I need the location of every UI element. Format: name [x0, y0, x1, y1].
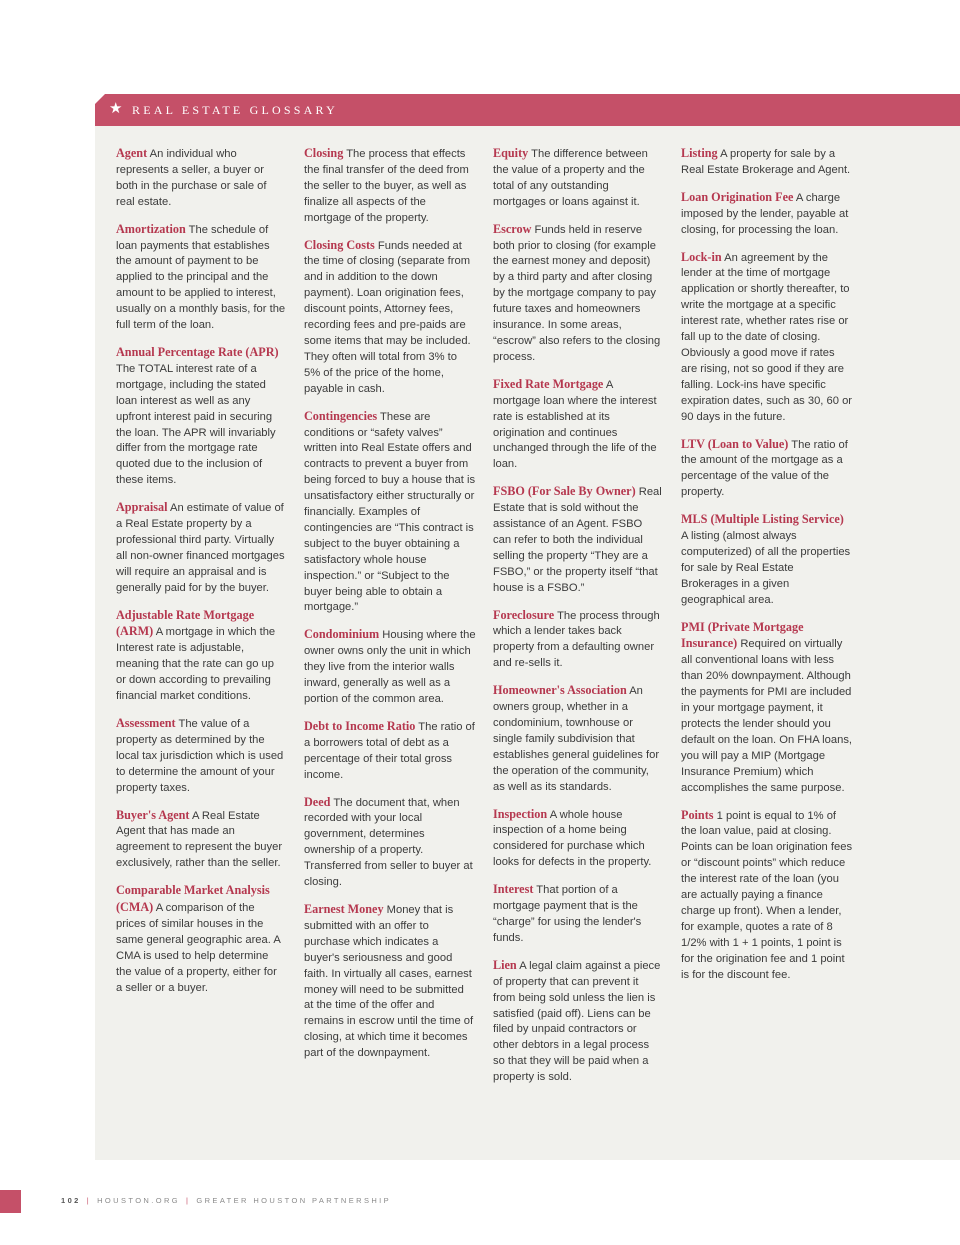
- glossary-term: Listing: [681, 146, 718, 160]
- glossary-term: Annual Percentage Rate (APR): [116, 344, 279, 359]
- glossary-entry: [681, 512, 853, 608]
- glossary-definition: The difference between the value of a property and the total of any outstanding mortgages or loans against it.: [493, 148, 648, 208]
- banner-notch: [95, 94, 105, 104]
- glossary-definition: The TOTAL interest rate of a mortgage, including the stated loan interest as well as any upfront interest paid in securing the loan. The APR will invariably differ from the mortgage rate quoted due to the inclusion of these items.: [116, 362, 276, 487]
- glossary-definition: A Real Estate Agent that has made an agreement to represent the buyer exclusively, rather than the seller.: [116, 809, 283, 870]
- glossary-definition: 1 point is equal to 1% of the loan value, paid at closing. Points can be loan origination fees or “discount points” which reduce the interest rate of the loan (you are actually paying a finance charge up front). When a lender, for example, quotes a rate of 8 1/2% with 1 + 1 points, 1 point is for the origination fee and 1 point is for the discount fee.: [681, 809, 853, 981]
- glossary-entry: [493, 146, 663, 211]
- glossary-entry: [304, 627, 476, 708]
- footer-accent-block: [0, 1190, 21, 1213]
- glossary-term: FSBO (For Sale By Owner): [493, 484, 636, 499]
- glossary-term: Interest: [493, 882, 534, 897]
- glossary-definition: Required on virtually all conventional loans with less than 20% downpayment. Although the payments for PMI are included in your mortgage payment, it protects the lender should you default on the loan. On FHA loans, you will pay a MIP (Mortgage Insurance Premium) which accomplishes the same purpose.: [681, 638, 853, 794]
- glossary-column-2: [304, 146, 476, 1073]
- glossary-entry: [493, 608, 663, 673]
- glossary-definition: The schedule of loan payments that establishes the amount of payment to be applied to the principal and the amount to be applied to interest, usually on a monthly basis, for the full term of the loan.: [116, 223, 286, 332]
- glossary-term: Assessment: [116, 716, 176, 730]
- glossary-entry: [493, 807, 663, 872]
- glossary-definition: A listing (almost always computerized) of all the properties for sale by Real Estate Brokerages in a given geographical area.: [681, 530, 851, 606]
- glossary-definition: A mortgage in which the Interest rate is adjustable, meaning that the rate can go up or down according to prevailing financial market conditions.: [116, 626, 276, 703]
- glossary-definition: A mortgage loan where the interest rate is established at its origination and continues unchanged through the life of the loan.: [493, 378, 657, 471]
- glossary-definition: A charge imposed by the lender, payable at closing, for processing the loan.: [681, 191, 849, 236]
- glossary-term: PMI (Private Mortgage Insurance): [681, 619, 804, 651]
- glossary-definition: An owners group, whether in a condominium, townhouse or single family subdivision that establishes general guidelines for the operation of the community, as well as its standards.: [493, 685, 660, 793]
- glossary-entry: [681, 620, 853, 797]
- page-number: 102: [61, 1196, 81, 1205]
- glossary-term: Escrow: [493, 221, 532, 236]
- star-icon: ★: [109, 99, 123, 117]
- glossary-definition: Funds held in reserve both prior to closing (for example the earnest money and deposit) by a third party and after closing by the mortgage company to pay future taxes and homeowners insurance. In some areas, “escrow” also refers to the closing process.: [493, 223, 661, 363]
- footer-separator: |: [86, 1196, 92, 1205]
- glossary-term: Agent: [116, 146, 148, 160]
- glossary-entry: [304, 238, 476, 398]
- glossary-entry: [116, 608, 286, 705]
- glossary-definition: These are conditions or “safety valves” written into Real Estate offers and contracts to prevent a buyer from being forced to buy a house that is unsatisfactory either structurally or financially. Examples of contingencies are “This contract is subject to the buyer obtaining a satisfactory whole house inspection.” or “Subject to the buyer being able to obtain a mortgage.”: [304, 410, 476, 614]
- glossary-column-1: [116, 146, 286, 1008]
- glossary-definition: That portion of a mortgage payment that is the “charge” for using the lender's funds.: [493, 884, 642, 944]
- glossary-term: Condominium: [304, 627, 380, 642]
- glossary-definition: Funds needed at the time of closing (separate from and in addition to the down payment). Loan origination fees, discount points, Attorney fees, recording fees and pre-paids are some items that may be included. They often will total from 3% to 5% of the price of the home, payable in cash.: [304, 239, 471, 395]
- glossary-entry: [116, 883, 286, 996]
- glossary-term: Contingencies: [304, 408, 378, 423]
- glossary-term: Fixed Rate Mortgage: [493, 376, 604, 391]
- glossary-definition: The process that effects the final transfer of the deed from the seller to the buyer, as well as finalize all aspects of the mortgage of the property.: [304, 148, 469, 224]
- glossary-entry: [493, 683, 663, 795]
- glossary-entry: [116, 146, 286, 211]
- glossary-term: Inspection: [493, 806, 548, 821]
- glossary-term: Lien: [493, 957, 517, 972]
- glossary-term: Closing Costs: [304, 237, 375, 252]
- glossary-entry: [304, 795, 476, 891]
- glossary-definition: A legal claim against a piece of property that can prevent it from being sold unless the lien is satisfied (paid off). Liens can be filed by unpaid contractors or other debtors in a legal process so that they will be paid when a property is sold.: [493, 959, 661, 1084]
- glossary-entry: [681, 250, 853, 426]
- glossary-definition: The ratio of the amount of the mortgage as a percentage of the value of the property.: [681, 438, 848, 499]
- footer-separator: |: [186, 1196, 191, 1205]
- section-banner: [95, 94, 960, 126]
- glossary-definition: The ratio of a borrowers total of debt as a percentage of their total gross income.: [304, 720, 475, 781]
- glossary-term: Closing: [304, 146, 344, 160]
- glossary-term: Earnest Money: [304, 901, 384, 916]
- glossary-column-3: [493, 146, 663, 1097]
- glossary-term: LTV (Loan to Value): [681, 436, 789, 451]
- glossary-definition: An estimate of value of a Real Estate property by a professional third party. Virtually all non-owner financed mortgages will require an appraisal and is generally paid for by the buyer.: [116, 502, 285, 594]
- glossary-entry: [116, 500, 286, 596]
- footer-org: GREATER HOUSTON PARTNERSHIP: [196, 1196, 392, 1205]
- glossary-definition: An individual who represents a seller, a buyer or both in the purchase or sale of real estate.: [116, 148, 267, 208]
- glossary-term: Homeowner's Association: [493, 683, 627, 698]
- glossary-entry: [681, 808, 853, 984]
- glossary-entry: [493, 882, 663, 947]
- glossary-column-4: [681, 146, 853, 995]
- glossary-entry: [681, 437, 853, 502]
- glossary-definition: Real Estate that is sold without the assistance of an Agent. FSBO can refer to both the individual selling the property “They are a FSBO,” or the property itself “that house is a FSBO.”: [493, 486, 662, 594]
- glossary-entry: [116, 345, 286, 489]
- glossary-term: Equity: [493, 146, 529, 160]
- glossary-term: Appraisal: [116, 500, 168, 515]
- glossary-entry: [304, 146, 476, 227]
- glossary-entry: [493, 484, 663, 596]
- glossary-entry: [116, 808, 286, 873]
- glossary-entry: [493, 222, 663, 366]
- glossary-entry: [116, 222, 286, 334]
- glossary-definition: A comparison of the prices of similar houses in the same general geographic area. A CMA is used to help determine the value of a property, either for a seller or a buyer.: [116, 902, 281, 994]
- glossary-term: Loan Origination Fee: [681, 189, 794, 204]
- glossary-term: Lock-in: [681, 249, 722, 264]
- footer-site: HOUSTON.ORG: [97, 1196, 181, 1205]
- glossary-entry: [304, 719, 476, 784]
- glossary-term: Adjustable Rate Mortgage (ARM): [116, 607, 255, 639]
- glossary-term: Comparable Market Analysis (CMA): [116, 883, 270, 915]
- glossary-definition: A property for sale by a Real Estate Brokerage and Agent.: [681, 148, 851, 176]
- glossary-entry: [681, 146, 853, 179]
- glossary-definition: An agreement by the lender at the time of mortgage application or shortly thereafter, to write the mortgage at a specific interest rate, whether rates rise or fall up to the date of closing. Obviously a good move if rates are rising, not so good if they are falling. Lock-ins have specific expiration dates, such as 30, 60 or 90 days in the future.: [681, 251, 853, 423]
- glossary-term: Foreclosure: [493, 607, 555, 622]
- glossary-term: MLS (Multiple Listing Service): [681, 512, 844, 527]
- glossary-entry: [304, 409, 476, 617]
- glossary-term: Points: [681, 807, 714, 822]
- glossary-term: Deed: [304, 794, 331, 809]
- glossary-entry: [681, 190, 853, 239]
- glossary-definition: The process through which a lender takes back property from a defaulting owner and re-sells it.: [493, 609, 660, 670]
- glossary-definition: The document that, when recorded with your local government, determines ownership of a property. Transferred from seller to buyer at closing.: [304, 796, 473, 889]
- glossary-term: Amortization: [116, 221, 186, 236]
- glossary-definition: The value of a property as determined by the local tax jurisdiction which is used to determine the amount of your property taxes.: [116, 718, 284, 794]
- glossary-definition: Housing where the owner owns only the unit in which they live from the interior walls inward, generally as well as a portion of the common area.: [304, 629, 476, 705]
- glossary-term: Buyer's Agent: [116, 807, 190, 822]
- page-title: REAL ESTATE GLOSSARY: [132, 103, 338, 117]
- glossary-definition: A whole house inspection of a home being considered for purchase which looks for defects in the property.: [493, 808, 652, 869]
- glossary-term: Debt to Income Ratio: [304, 718, 416, 733]
- glossary-entry: [493, 958, 663, 1086]
- glossary-definition: Money that is submitted with an offer to purchase which indicates a buyer's seriousness and good faith. In virtually all cases, earnest money will need to be submitted at the time of the offer and remains in escrow until the time of closing, at which time it becomes part of the downpayment.: [304, 903, 474, 1060]
- page-footer: [61, 1196, 391, 1205]
- glossary-entry: [304, 902, 476, 1062]
- glossary-entry: [493, 377, 663, 473]
- glossary-entry: [116, 716, 286, 797]
